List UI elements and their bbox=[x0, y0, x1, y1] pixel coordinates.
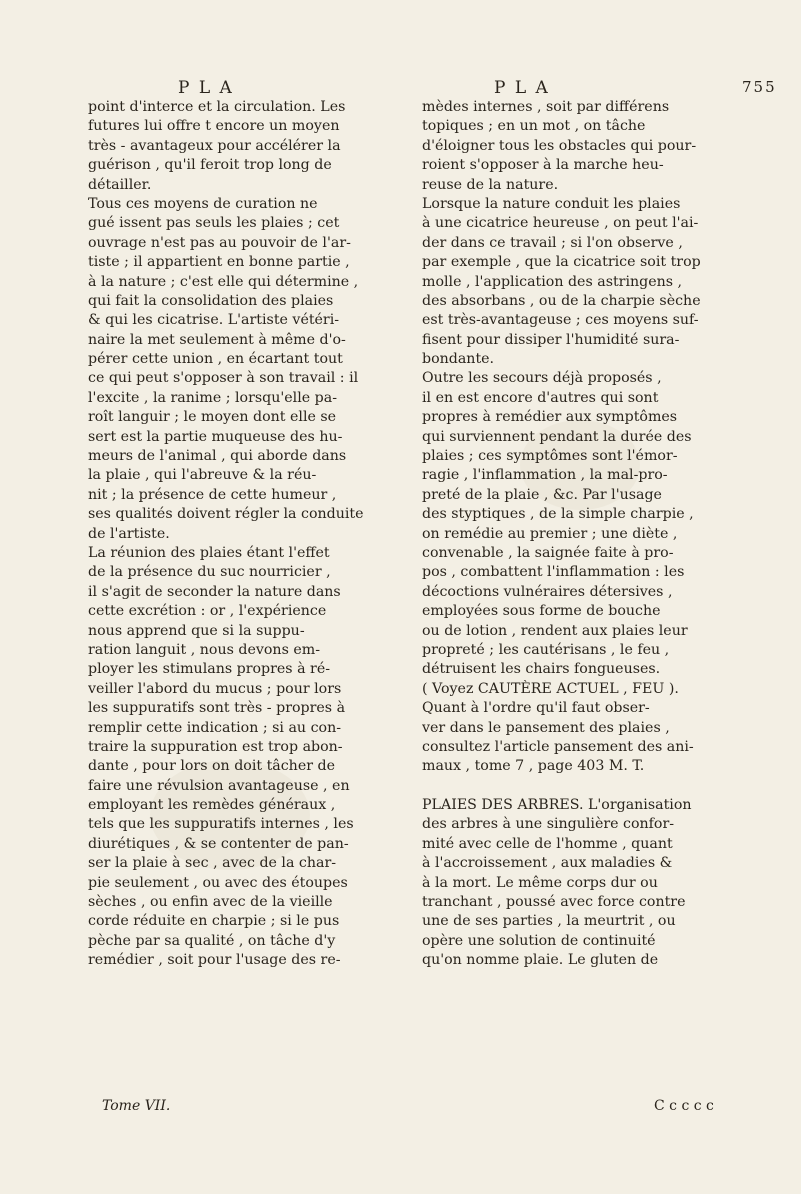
text-line: maux , tome 7 , page 403 M. T. bbox=[422, 758, 645, 775]
text-line: naire la met seulement à même d'o- bbox=[88, 331, 346, 348]
text-line: point d'interce et la circulation. Les bbox=[88, 99, 346, 115]
text-line: guérison , qu'il feroit trop long de bbox=[88, 157, 332, 174]
text-line: il s'agit de seconder la nature dans bbox=[88, 583, 341, 600]
text-line: la plaie , qui l'abreuve & la réu- bbox=[88, 467, 317, 484]
text-line: fisent pour dissiper l'humidité sura- bbox=[422, 331, 680, 348]
text-line: convenable , la saignée faite à pro- bbox=[422, 544, 674, 561]
text-line: à l'accroissement , aux maladies & bbox=[422, 855, 673, 872]
text-line: très - avantageux pour accélérer la bbox=[88, 137, 341, 154]
text-line: qui fait la consolidation des plaies bbox=[88, 292, 334, 309]
text-line: diurétiques , & se contenter de pan- bbox=[88, 835, 349, 852]
text-line: ouvrage n'est pas au pouvoir de l'ar- bbox=[88, 234, 351, 251]
text-line: pérer cette union , en écartant tout bbox=[88, 351, 343, 368]
text-line: les suppuratifs sont très - propres à bbox=[88, 700, 346, 717]
text-line: faire une révulsion avantageuse , en bbox=[88, 777, 350, 794]
text-line: ration languit , nous devons em- bbox=[88, 641, 321, 658]
text-line: sert est la partie muqueuse des hu- bbox=[88, 428, 343, 445]
text-line: est très-avantageuse ; ces moyens suf- bbox=[422, 312, 699, 329]
text-line: corde réduite en charpie ; si le pus bbox=[88, 913, 340, 930]
text-line: des absorbans , ou de la charpie sèche bbox=[422, 292, 701, 309]
text-line: tiste ; il appartient en bonne partie , bbox=[88, 254, 350, 271]
text-line: par exemple , que la cicatrice soit trop bbox=[422, 254, 701, 271]
text-line: propreté ; les cautérisans , le feu , bbox=[422, 641, 670, 658]
text-line: mité avec celle de l'homme , quant bbox=[422, 835, 673, 852]
text-line: ses qualités doivent régler la conduite bbox=[88, 506, 364, 523]
text-line: Lorsque la nature conduit les plaies bbox=[422, 195, 681, 212]
right-text-column bbox=[422, 98, 722, 971]
text-line: PLAIES DES ARBRES. L'organisation bbox=[422, 797, 692, 814]
text-line: remplir cette indication ; si au con- bbox=[88, 719, 341, 736]
text-line: qui surviennent pendant la durée des bbox=[422, 428, 692, 445]
text-line: consultez l'article pansement des ani- bbox=[422, 738, 694, 755]
text-line: propres à remédier aux symptômes bbox=[422, 409, 678, 426]
text-line: veiller l'abord du mucus ; pour lors bbox=[88, 680, 342, 697]
text-line: pèche par sa qualité , on tâche d'y bbox=[88, 932, 336, 949]
text-line: ragie , l'inflammation , la mal-pro- bbox=[422, 467, 668, 484]
text-line: gué issent pas seuls les plaies ; cet bbox=[88, 215, 340, 232]
text-line: sèches , ou enfin avec de la vieille bbox=[88, 894, 333, 911]
text-line: ployer les stimulans propres à ré- bbox=[88, 661, 331, 678]
text-line: ser la plaie à sec , avec de la char- bbox=[88, 855, 337, 872]
text-line: molle , l'application des astringens , bbox=[422, 273, 683, 290]
text-line: opère une solution de continuité bbox=[422, 932, 656, 949]
text-line: cette excrétion : or , l'expérience bbox=[88, 603, 327, 620]
running-head-right: P L A bbox=[494, 78, 550, 98]
text-line: roît languir ; le moyen dont elle se bbox=[88, 409, 337, 426]
volume-signature: Tome VII. bbox=[102, 1098, 171, 1114]
text-line: l'excite , la ranime ; lorsqu'elle pa- bbox=[88, 389, 337, 406]
text-line: topiques ; en un mot , on tâche bbox=[422, 118, 646, 135]
text-line: ou de lotion , rendent aux plaies leur bbox=[422, 622, 688, 639]
text-line: ver dans le pansement des plaies , bbox=[422, 719, 670, 736]
text-line: Outre les secours déjà proposés , bbox=[422, 370, 662, 387]
left-text-column bbox=[88, 98, 388, 971]
catchword: C c c c c bbox=[654, 1098, 714, 1114]
text-line: Tous ces moyens de curation ne bbox=[88, 195, 318, 212]
text-line: à la nature ; c'est elle qui détermine , bbox=[88, 273, 359, 290]
text-line: de la présence du suc nourricier , bbox=[88, 564, 331, 581]
text-line: der dans ce travail ; si l'on observe , bbox=[422, 234, 683, 251]
text-line: il en est encore d'autres qui sont bbox=[422, 389, 659, 406]
text-line: détailler. bbox=[88, 176, 152, 193]
text-line: roient s'opposer à la marche heu- bbox=[422, 157, 664, 174]
text-line: tels que les suppuratifs internes , les bbox=[88, 816, 354, 833]
text-line: décoctions vulnéraires détersives , bbox=[422, 583, 673, 600]
text-line: preté de la plaie , &c. Par l'usage bbox=[422, 486, 662, 503]
text-line: employant les remèdes généraux , bbox=[88, 797, 336, 814]
text-line: nit ; la présence de cette humeur , bbox=[88, 486, 337, 503]
text-line: ce qui peut s'opposer à son travail : il bbox=[88, 370, 359, 387]
running-head-left: P L A bbox=[178, 78, 234, 98]
text-line: reuse de la nature. bbox=[422, 176, 559, 193]
text-line: mèdes internes , soit par différens bbox=[422, 99, 670, 115]
text-line: des arbres à une singulière confor- bbox=[422, 816, 675, 833]
text-line: on remédie au premier ; une diète , bbox=[422, 525, 678, 542]
text-line: traire la suppuration est trop abon- bbox=[88, 738, 343, 755]
text-line bbox=[422, 777, 722, 796]
text-line: plaies ; ces symptômes sont l'émor- bbox=[422, 448, 678, 465]
text-line: remédier , soit pour l'usage des re- bbox=[88, 952, 341, 969]
text-line: meurs de l'animal , qui aborde dans bbox=[88, 448, 347, 465]
text-line: nous apprend que si la suppu- bbox=[88, 622, 305, 639]
text-line: La réunion des plaies étant l'effet bbox=[88, 544, 330, 561]
text-line: à la mort. Le même corps dur ou bbox=[422, 874, 658, 891]
text-line: bondante. bbox=[422, 351, 495, 368]
text-line: qu'on nomme plaie. Le gluten de bbox=[422, 952, 659, 969]
text-line: futures lui offre t encore un moyen bbox=[88, 118, 340, 135]
text-line: dante , pour lors on doit tâcher de bbox=[88, 758, 335, 775]
text-line: employées sous forme de bouche bbox=[422, 603, 661, 620]
text-line: une de ses parties , la meurtrit , ou bbox=[422, 913, 676, 930]
text-line: pie seulement , ou avec des étoupes bbox=[88, 874, 348, 891]
text-line: tranchant , poussé avec force contre bbox=[422, 894, 686, 911]
text-line: des styptiques , de la simple charpie , bbox=[422, 506, 694, 523]
text-line: d'éloigner tous les obstacles qui pour- bbox=[422, 137, 697, 154]
text-line: ( Voyez CAUTÈRE ACTUEL , FEU ). bbox=[422, 680, 679, 697]
text-line: détruisent les chairs fongueuses. bbox=[422, 661, 661, 678]
text-line: pos , combattent l'inflammation : les bbox=[422, 564, 685, 581]
page-number: 755 bbox=[742, 78, 777, 96]
text-line: de l'artiste. bbox=[88, 525, 170, 542]
text-line: Quant à l'ordre qu'il faut obser- bbox=[422, 700, 650, 717]
text-line: & qui les cicatrise. L'artiste vétéri- bbox=[88, 312, 340, 329]
text-line: à une cicatrice heureuse , on peut l'ai- bbox=[422, 215, 699, 232]
